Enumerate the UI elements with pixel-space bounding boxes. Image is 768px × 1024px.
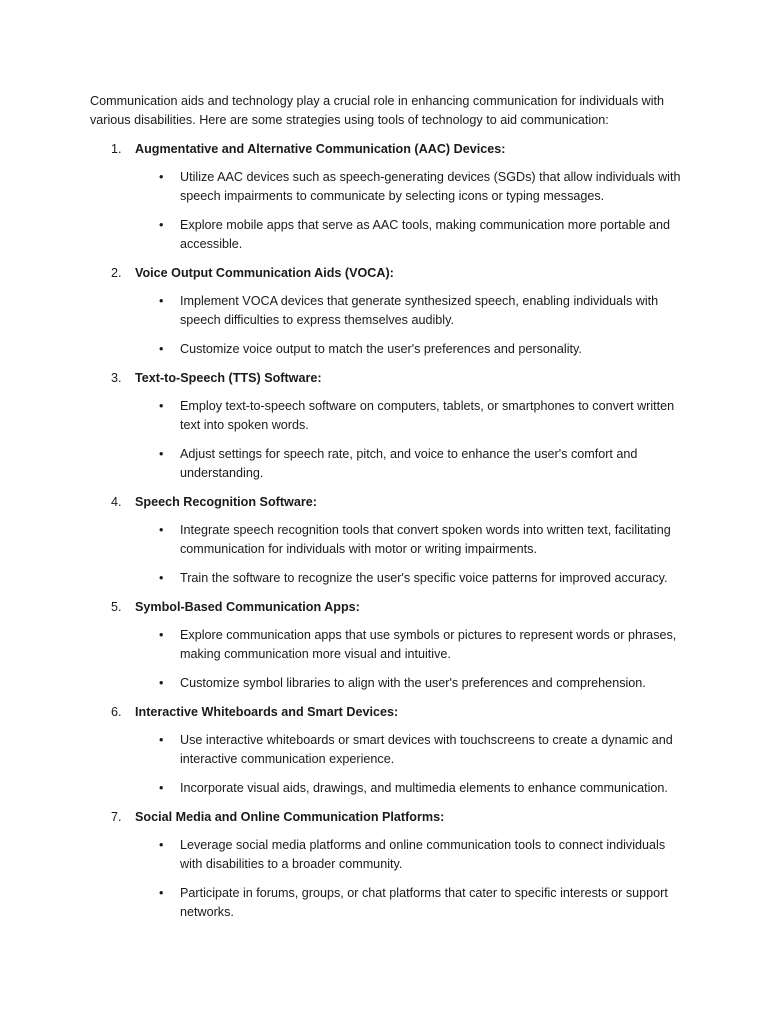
bullet-text: Participate in forums, groups, or chat platforms that cater to specific interests or support networks. — [180, 886, 668, 919]
strategy-item — [90, 808, 690, 922]
strategy-heading — [90, 703, 690, 722]
bullet-icon: • — [159, 447, 164, 461]
bullet-icon: • — [159, 218, 164, 232]
bullet-text: Leverage social media platforms and online communication tools to connect individuals with disabilities to a broader community. — [180, 838, 666, 871]
strategy-title: Voice Output Communication Aids (VOCA): — [135, 266, 394, 280]
strategy-title: Social Media and Online Communication Platforms: — [135, 810, 445, 824]
strategy-heading — [90, 369, 690, 388]
bullet-text: Explore mobile apps that serve as AAC tools, making communication more portable and accessible. — [180, 218, 671, 251]
bullet-icon: • — [159, 628, 164, 642]
list-number: 7. — [111, 810, 122, 824]
bullet-item — [90, 626, 690, 664]
bullet-list — [90, 168, 690, 254]
strategy-item — [90, 140, 690, 254]
bullet-item — [90, 445, 690, 483]
bullet-item — [90, 216, 690, 254]
bullet-list — [90, 397, 690, 483]
bullet-item — [90, 521, 690, 559]
strategy-heading — [90, 140, 690, 159]
bullet-item — [90, 779, 690, 798]
strategy-heading — [90, 493, 690, 512]
bullet-list — [90, 521, 690, 588]
bullet-icon: • — [159, 733, 164, 747]
bullet-list — [90, 731, 690, 798]
bullet-icon: • — [159, 886, 164, 900]
bullet-item — [90, 397, 690, 435]
bullet-text: Implement VOCA devices that generate synthesized speech, enabling individuals with speech difficulties to express themselves audibly. — [180, 294, 659, 327]
bullet-text: Explore communication apps that use symbols or pictures to represent words or phrases, making communication more visual and intuitive. — [180, 628, 677, 661]
bullet-icon: • — [159, 170, 164, 184]
bullet-item — [90, 674, 690, 693]
list-number: 2. — [111, 266, 122, 280]
bullet-icon: • — [159, 523, 164, 537]
bullet-icon: • — [159, 781, 164, 795]
bullet-item — [90, 569, 690, 588]
strategy-title: Interactive Whiteboards and Smart Devices: — [135, 705, 399, 719]
bullet-item — [90, 168, 690, 206]
list-number: 5. — [111, 600, 122, 614]
bullet-text: Use interactive whiteboards or smart devices with touchscreens to create a dynamic and interactive communication experience. — [180, 733, 673, 766]
bullet-text: Adjust settings for speech rate, pitch, and voice to enhance the user's comfort and understanding. — [180, 447, 638, 480]
strategy-heading — [90, 264, 690, 283]
strategy-item — [90, 598, 690, 693]
bullet-text: Customize voice output to match the user's preferences and personality. — [180, 342, 582, 356]
bullet-text: Train the software to recognize the user's specific voice patterns for improved accuracy. — [180, 571, 668, 585]
strategy-heading — [90, 808, 690, 827]
document-body — [90, 92, 690, 932]
strategy-item — [90, 493, 690, 588]
strategy-list — [90, 140, 690, 922]
list-number: 3. — [111, 371, 122, 385]
bullet-item — [90, 292, 690, 330]
intro-paragraph: Communication aids and technology play a crucial role in enhancing communication for individuals with various disabilities. Here are some strategies using tools of technology to aid communication: — [90, 94, 665, 127]
bullet-icon: • — [159, 399, 164, 413]
strategy-title: Speech Recognition Software: — [135, 495, 317, 509]
bullet-icon: • — [159, 342, 164, 356]
bullet-item — [90, 340, 690, 359]
list-number: 1. — [111, 142, 122, 156]
list-number: 4. — [111, 495, 122, 509]
strategy-heading — [90, 598, 690, 617]
bullet-icon: • — [159, 676, 164, 690]
bullet-text: Utilize AAC devices such as speech-generating devices (SGDs) that allow individuals with speech impairments to communicate by selecting icons or typing messages. — [180, 170, 681, 203]
strategy-item — [90, 369, 690, 483]
bullet-item — [90, 836, 690, 874]
bullet-text: Employ text-to-speech software on computers, tablets, or smartphones to convert written text into spoken words. — [180, 399, 675, 432]
list-number: 6. — [111, 705, 122, 719]
bullet-list — [90, 836, 690, 922]
strategy-item — [90, 703, 690, 798]
bullet-icon: • — [159, 838, 164, 852]
strategy-item — [90, 264, 690, 359]
bullet-item — [90, 884, 690, 922]
strategy-title: Augmentative and Alternative Communication (AAC) Devices: — [135, 142, 506, 156]
bullet-item — [90, 731, 690, 769]
strategy-title: Symbol-Based Communication Apps: — [135, 600, 360, 614]
bullet-text: Integrate speech recognition tools that convert spoken words into written text, facilitating communication for individuals with motor or writing impairments. — [180, 523, 671, 556]
bullet-list — [90, 626, 690, 693]
bullet-text: Customize symbol libraries to align with the user's preferences and comprehension. — [180, 676, 646, 690]
strategy-title: Text-to-Speech (TTS) Software: — [135, 371, 322, 385]
bullet-icon: • — [159, 571, 164, 585]
bullet-list — [90, 292, 690, 359]
bullet-icon: • — [159, 294, 164, 308]
bullet-text: Incorporate visual aids, drawings, and multimedia elements to enhance communication. — [180, 781, 668, 795]
